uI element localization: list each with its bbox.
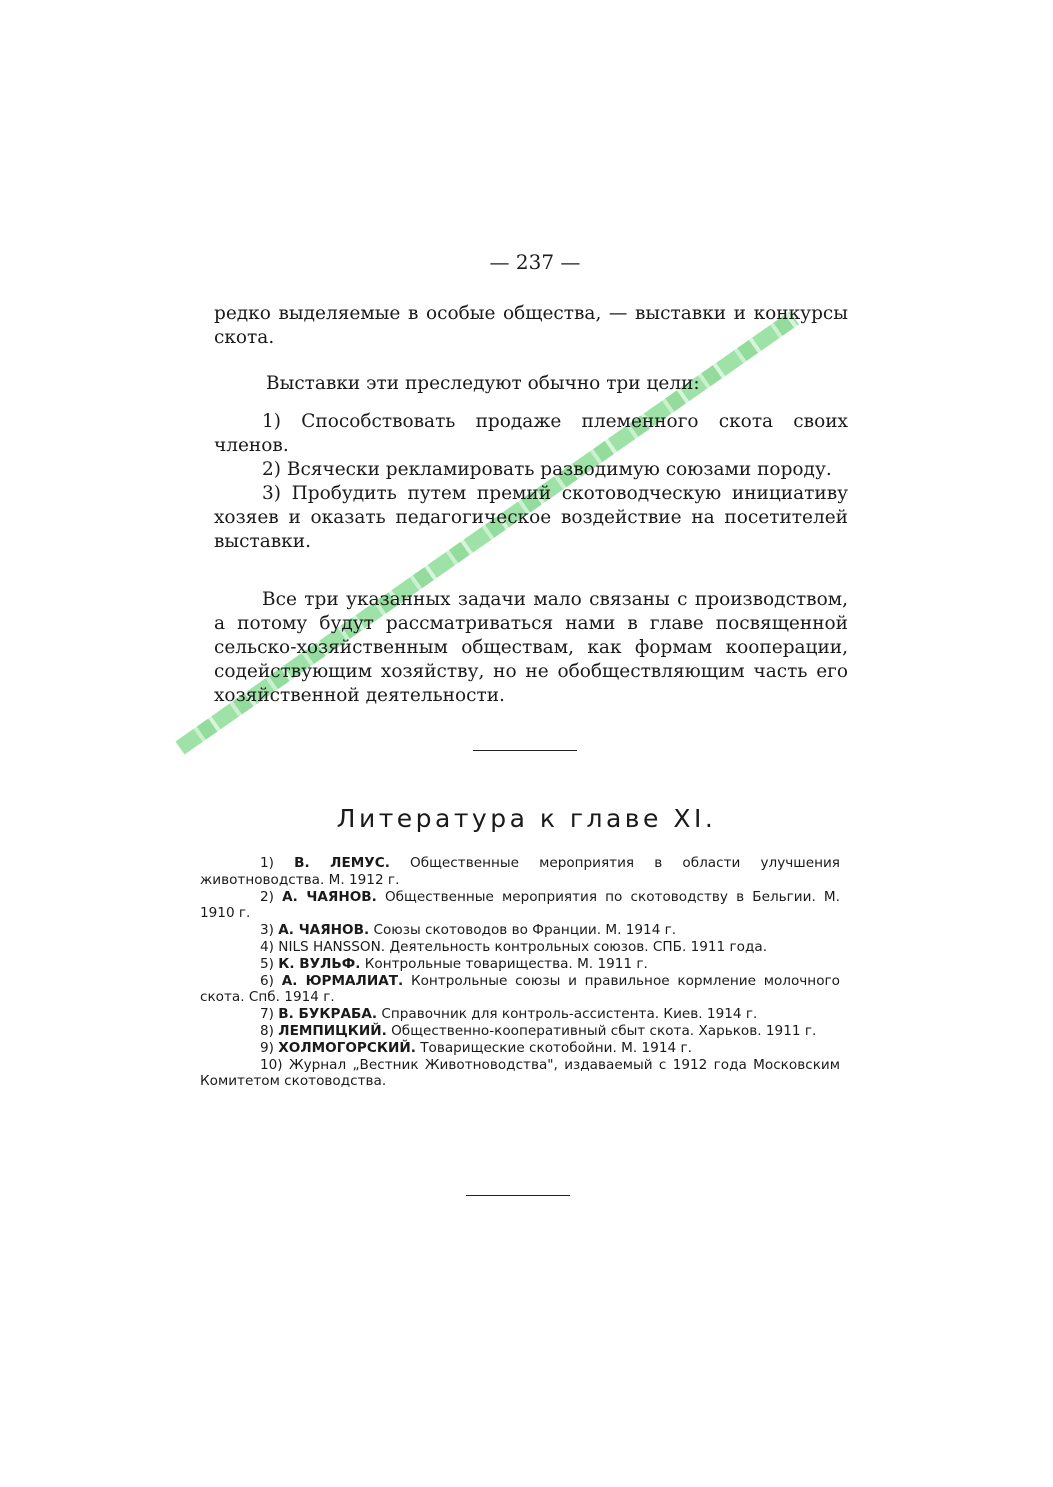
literature-title: Литература к главе XI. — [336, 804, 717, 833]
literature-item: 6) А. ЮРМАЛИАТ. Контрольные союзы и правильное кормление молочного скота. Спб. 1914 г. — [200, 972, 840, 1006]
paragraph-6: Все три указанных задачи мало связаны с производством, а потому будут рассматриваться нами в главе посвященной сельско-хозяйственным обществам, как формам кооперации, содействующим хозяйству, но не обобществляющим часть его хозяйственной деятельности. — [214, 589, 848, 706]
literature-list — [200, 855, 840, 1090]
literature-item: 3) А. ЧАЯНОВ. Союзы скотоводов во Франции. М. 1914 г. — [260, 922, 677, 939]
paragraph-conclusion — [214, 588, 848, 708]
goal-item-2: 2) Всячески рекламировать разводимую союзами породу. — [262, 459, 832, 480]
literature-item: 1) В. ЛЕМУС. Общественные мероприятия в области улучшения животноводства. М. 1912 г. — [200, 855, 840, 888]
page-number: — 237 — — [489, 250, 581, 274]
literature-item: 5) К. ВУЛЬФ. Контрольные товарищества. М. 1911 г. — [260, 955, 648, 972]
literature-item: 4) NILS HANSSON. Деятельность контрольных союзов. СПБ. 1911 года. — [260, 938, 768, 955]
literature-item: 8) ЛЕМПИЦКИЙ. Общественно-кооперативный сбыт скота. Харьков. 1911 г. — [260, 1022, 817, 1039]
literature-item: 2) А. ЧАЯНОВ. Общественные мероприятия по скотоводству в Бельгии. М. 1910 г. — [200, 888, 840, 922]
goal-item-3: 3) Пробудить путем премий скотоводческую инициативу хозяев и оказать педагогическое воздействие на посетителей выставки. — [214, 483, 848, 552]
goals-section — [214, 372, 848, 396]
literature-item: 7) В. БУКРАБА. Справочник для контроль-ассистента. Киев. 1914 г. — [260, 1006, 758, 1023]
goal-item-1: 1) Способствовать продаже племенного скота своих членов. — [214, 411, 848, 456]
literature-item: 10) Журнал „Вестник Животноводства", издаваемый с 1912 года Московским Комитетом скотоводства. — [200, 1056, 840, 1090]
paragraph-intro — [214, 302, 848, 350]
paragraph-2: Выставки эти преследуют обычно три цели: — [266, 373, 700, 394]
literature-item: 9) ХОЛМОГОРСКИЙ. Товарищеские скотобойни. М. 1914 г. — [260, 1039, 692, 1056]
paragraph-1: редко выделяемые в особые общества, — выставки и конкурсы скота. — [214, 303, 848, 348]
end-divider — [466, 1195, 570, 1196]
section-divider — [473, 750, 577, 751]
goals-list — [214, 410, 848, 554]
